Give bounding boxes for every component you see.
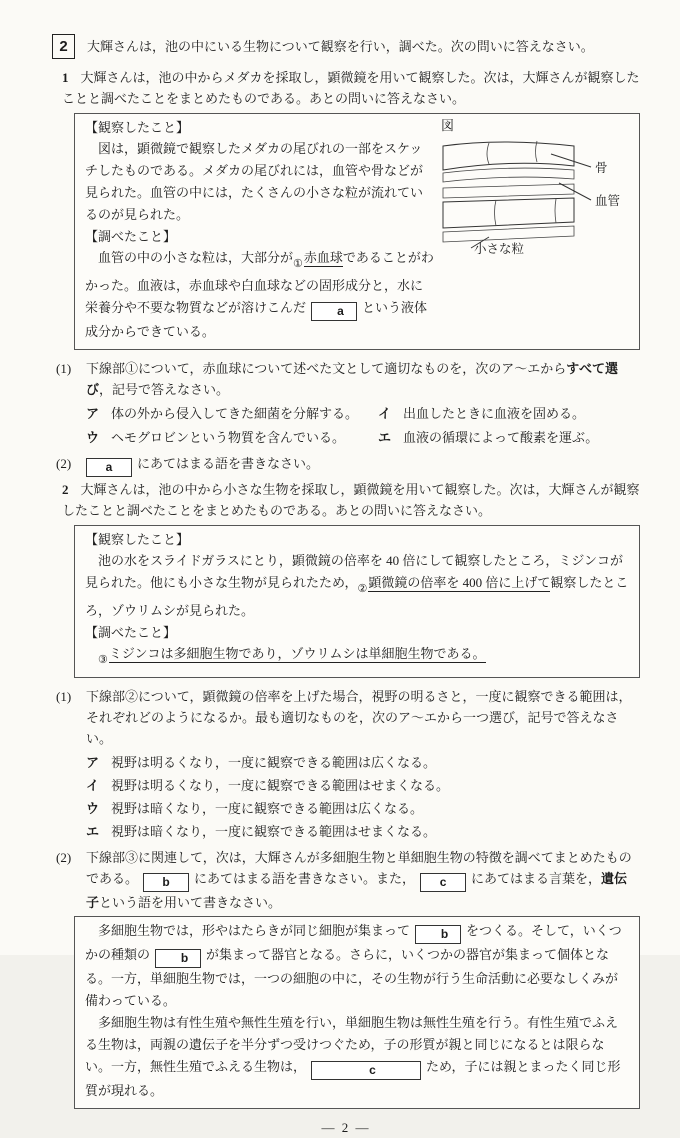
- part1-q1-text-pre: 下線部①について，赤血球について述べた文として適切なものを，次のア～エから: [86, 361, 567, 376]
- studied-seg1: 血管の中の小さな粒は，大部分が: [98, 250, 294, 265]
- option2-i-letter: イ: [86, 778, 100, 793]
- part1-number: 1: [62, 70, 69, 85]
- option-e: [378, 426, 640, 449]
- underlined-phrase-2: 顕微鏡の倍率を 400 倍に上げて: [368, 575, 551, 590]
- option2-i-text: 視野は明るくなり，一度に観察できる範囲はせまくなる。: [111, 778, 450, 793]
- part1-q1-number: (1): [56, 361, 72, 376]
- blank-box-b-ref: b: [143, 873, 189, 892]
- summary-blank-c: c: [311, 1061, 421, 1080]
- option2-a: [86, 751, 640, 774]
- option2-e-letter: エ: [86, 824, 100, 839]
- summary-paragraph-1: [85, 920, 629, 1012]
- part1-intro-text: 大輝さんは，池の中からメダカを採取し，顕微鏡を用いて観察した。次は，大輝さんが観察したことと調べたことをまとめたものである。あとの問いに答えなさい。: [62, 70, 640, 106]
- part2-observed-text: [85, 550, 629, 622]
- studied-text: [85, 247, 435, 343]
- page-number: — 2 —: [321, 1120, 371, 1135]
- fin-sketch: [441, 134, 629, 258]
- part2-number: 2: [62, 482, 69, 497]
- blank-box-a: a: [311, 302, 357, 321]
- option-u: [86, 426, 378, 449]
- part2-question2: [56, 847, 640, 913]
- observed-heading: 【観察したこと】: [85, 120, 190, 135]
- summary-p2-seg2: ため，子には親とまったく同じ形質が現れる。: [85, 1059, 621, 1098]
- part2-observed-heading: 【観察したこと】: [85, 532, 190, 547]
- part1-q1-options: [86, 402, 640, 449]
- part2-question1: [56, 686, 640, 749]
- option-a-letter: ア: [86, 406, 100, 421]
- question-number-box: 2: [52, 34, 75, 59]
- part2-q2-bold-term: 遺伝子: [86, 871, 628, 910]
- part2-q1-options: [86, 751, 640, 843]
- option2-i: [86, 774, 640, 797]
- part2-q2-seg2: にあてはまる語を書きなさい。また，: [194, 871, 416, 886]
- figure-label-bone: 骨: [595, 161, 608, 175]
- option2-u-letter: ウ: [86, 801, 100, 816]
- option-a-text: 体の外から侵入してきた細菌を分解する。: [111, 406, 359, 421]
- part2-intro-text: 大輝さんは，池の中から小さな生物を採取し，顕微鏡を用いて観察した。次は，大輝さんが観察したことと調べたことをまとめたものである。あとの問いに答えなさい。: [62, 482, 640, 518]
- figure-label-particles: 小さな粒: [474, 242, 525, 256]
- part1-question2: [56, 453, 640, 477]
- part1-question1: [56, 358, 640, 400]
- blank-box-a-ref: a: [86, 458, 132, 477]
- summary-paragraph-2: [85, 1012, 629, 1102]
- part2-q2-seg1: 下線部③に関連して，次は，大輝さんが多細胞生物と単細胞生物の特徴を調べてまとめたものである。: [86, 850, 632, 886]
- option2-a-text: 視野は明るくなり，一度に観察できる範囲は広くなる。: [111, 755, 437, 770]
- underlined-term-1: 赤血球: [303, 250, 343, 265]
- option-a: [86, 402, 378, 425]
- option2-u: [86, 797, 640, 820]
- part1-q1-text-bold: すべて選び: [86, 361, 618, 397]
- underline3-marker: ③: [98, 654, 108, 666]
- underline2-marker: ②: [357, 583, 368, 595]
- part1-observation-box: [74, 113, 640, 350]
- part2-observation-box: [74, 525, 640, 678]
- option-i-letter: イ: [378, 406, 392, 421]
- part2-q2-seg4: という語を用いて書きなさい。: [99, 895, 282, 910]
- part2-q2-number: (2): [56, 850, 72, 865]
- part2-studied-text: [85, 643, 629, 671]
- option-e-letter: エ: [378, 430, 392, 445]
- summary-blank-b2: b: [155, 949, 201, 968]
- option-i: [378, 402, 640, 425]
- summary-p1-seg2: をつくる。そして，いくつかの種類の: [85, 923, 622, 962]
- underlined-sentence-3: ミジンコは多細胞生物であり，ゾウリムシは単細胞生物である。: [108, 646, 486, 661]
- part2-q1-number: (1): [56, 689, 72, 704]
- figure-panel: [441, 117, 629, 343]
- part2-observed-seg2: 観察したところ，ゾウリムシが見られた。: [85, 575, 629, 618]
- studied-seg2: であることがわかった。血液は，赤血球や白血球などの固形成分と，水に栄養分や不要な物質などが溶けこんだ: [85, 250, 434, 315]
- underline1-marker: ①: [293, 258, 303, 270]
- summary-p2-seg1: 多細胞生物は有性生殖や無性生殖を行い，単細胞生物は無性生殖を行う。有性生殖でふえる生物は，両親の遺伝子を半分ずつ受けつぐため，子の形質が親と同じになるとは限らない。一方，無性生殖でふえる生物は，: [85, 1015, 619, 1074]
- option2-u-text: 視野は暗くなり，一度に観察できる範囲は広くなる。: [111, 801, 424, 816]
- option-u-text: ヘモグロビンという物質を含んでいる。: [111, 430, 346, 445]
- part2-summary-box: [74, 916, 640, 1109]
- observed-text: 図は，顕微鏡で観察したメダカの尾びれの一部をスケッチしたものである。メダカの尾びれには，血管や骨などが見られた。血管の中には，たくさんの小さな粒が流れているのが見られた。: [85, 141, 424, 222]
- part1-q1-text-post: ，記号で答えなさい。: [99, 382, 230, 397]
- figure-caption: 図: [441, 118, 455, 133]
- part1-box-text: [85, 117, 435, 343]
- part2-studied-heading: 【調べたこと】: [85, 625, 177, 640]
- part1-intro: [62, 67, 640, 109]
- summary-p1-seg3: が集まって器官となる。さらに，いくつかの器官が集まって個体となる。一方，単細胞生物では，一つの細胞の中に，その生物が行う生命活動に必要なしくみが備わっている。: [85, 947, 619, 1008]
- option-e-text: 血液の循環によって酸素を運ぶ。: [403, 430, 599, 445]
- option2-e-text: 視野は暗くなり，一度に観察できる範囲はせまくなる。: [111, 824, 437, 839]
- part2-intro: [62, 479, 640, 521]
- blank-box-c-ref: c: [420, 873, 466, 892]
- studied-seg3: という液体成分からできている。: [85, 300, 428, 339]
- summary-blank-b1: b: [415, 925, 461, 944]
- part1-q2-text: にあてはまる語を書きなさい。: [137, 456, 320, 471]
- part1-q2-number: (2): [56, 456, 72, 471]
- option-u-letter: ウ: [86, 430, 100, 445]
- option2-a-letter: ア: [86, 755, 100, 770]
- option2-e: [86, 820, 640, 843]
- part2-q1-text: 下線部②について，顕微鏡の倍率を上げた場合，視野の明るさと，一度に観察できる範囲は，それぞれどのようになるか。最も適切なものを，次のア～エから一つ選び，記号で答えなさい。: [86, 689, 632, 746]
- figure-label-vessel: 血管: [595, 194, 621, 208]
- option-i-text: 出血したときに血液を固める。: [403, 406, 586, 421]
- summary-p1-seg1: 多細胞生物では，形やはたらきが同じ細胞が集まって: [98, 923, 411, 938]
- part2-q2-seg3: にあてはまる言葉を，: [471, 871, 602, 886]
- part2-observed-seg1: 池の水をスライドガラスにとり，顕微鏡の倍率を 40 倍にして観察したところ，ミジンコが見られた。他にも小さな生物が見られたため，: [85, 553, 624, 590]
- question-title: 大輝さんは，池の中にいる生物について観察を行い，調べた。次の問いに答えなさい。: [87, 39, 594, 54]
- studied-heading: 【調べたこと】: [85, 229, 177, 244]
- question-header: [52, 34, 640, 59]
